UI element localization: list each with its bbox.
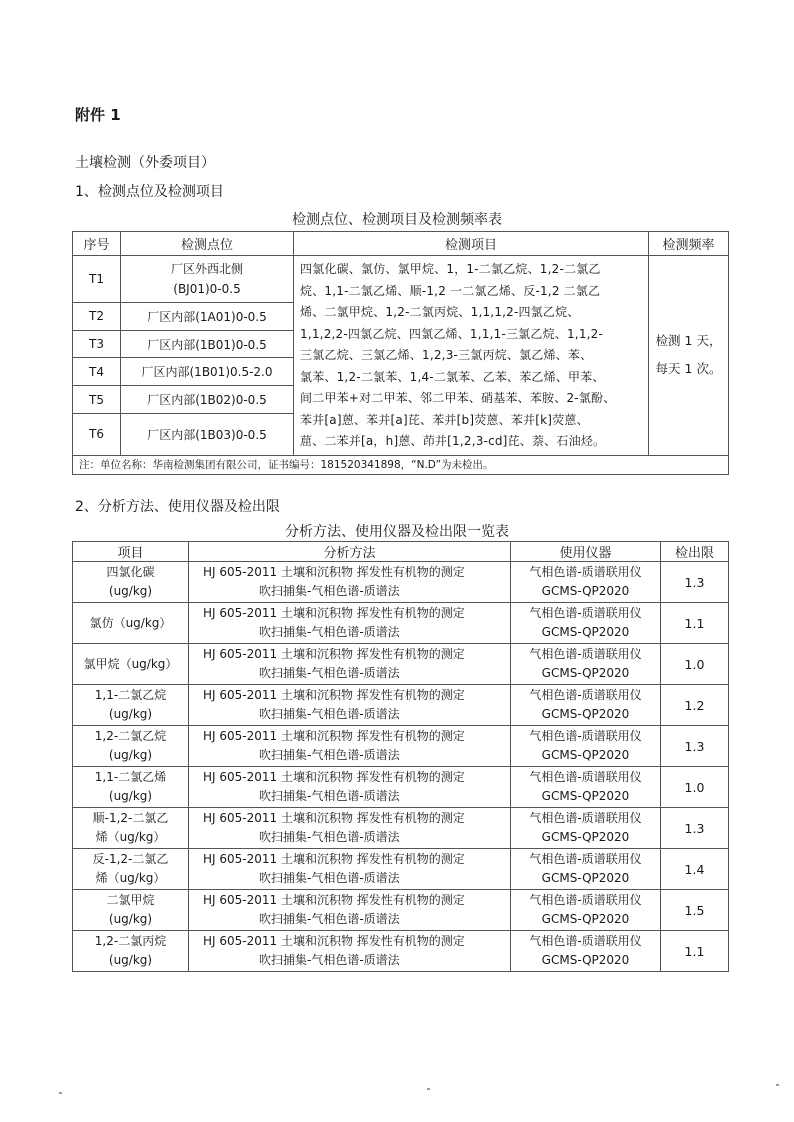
table-row [73, 890, 729, 931]
method-line: 吹扫捕集-气相色谱-质谱法 [259, 830, 400, 844]
item-cell [73, 767, 189, 808]
table-note: 注：单位名称：华南检测集团有限公司，证书编号：181520341898，“N.D”为未检出。 [73, 455, 729, 474]
instrument-line: GCMS-QP2020 [541, 789, 630, 803]
item-cell [73, 562, 189, 603]
method-line: 吹扫捕集-气相色谱-质谱法 [259, 912, 400, 926]
location-cell [121, 256, 294, 303]
instrument-cell [511, 767, 661, 808]
instrument-cell [511, 685, 661, 726]
table-row [73, 808, 729, 849]
section-1-heading: 1、检测点位及检测项目 [75, 184, 224, 200]
item-cell [73, 890, 189, 931]
method-cell [189, 890, 511, 931]
method-line: HJ 605-2011 土壤和沉积物 挥发性有机物的测定 [203, 647, 465, 661]
method-line: 吹扫捕集-气相色谱-质谱法 [259, 789, 400, 803]
item-cell [73, 726, 189, 767]
header-cell: 检测项目 [294, 232, 649, 256]
item-cell [73, 931, 189, 972]
row-id: T1 [73, 256, 121, 303]
item-line: 烯（ug/kg） [95, 871, 166, 885]
items-line: 烯、二氯甲烷、1,2-二氯丙烷、1,1,1,2-四氯乙烷、 [300, 305, 580, 319]
detection-limit-cell: 1.1 [661, 931, 729, 972]
methods-table-body [73, 562, 729, 972]
location-cell: 厂区内部(1B03)0-0.5 [121, 413, 294, 455]
method-line: 吹扫捕集-气相色谱-质谱法 [259, 748, 400, 762]
table-row [73, 644, 729, 685]
item-line: (ug/kg) [108, 912, 153, 926]
row-id: T3 [73, 330, 121, 358]
instrument-line: GCMS-QP2020 [541, 871, 630, 885]
table-row [73, 685, 729, 726]
instrument-line: 气相色谱-质谱联用仪 [529, 729, 642, 743]
instrument-cell [511, 726, 661, 767]
item-line: (ug/kg) [108, 789, 153, 803]
method-line: HJ 605-2011 土壤和沉积物 挥发性有机物的测定 [203, 770, 465, 784]
methods-table [72, 541, 729, 972]
instrument-line: 气相色谱-质谱联用仪 [529, 893, 642, 907]
instrument-line: 气相色谱-质谱联用仪 [529, 811, 642, 825]
method-line: HJ 605-2011 土壤和沉积物 挥发性有机物的测定 [203, 688, 465, 702]
location-cell: 厂区内部(1B01)0-0.5 [121, 330, 294, 358]
instrument-line: GCMS-QP2020 [541, 748, 630, 762]
detection-limit-cell: 1.5 [661, 890, 729, 931]
location-line: 厂区外西北侧 [170, 261, 243, 276]
instrument-line: GCMS-QP2020 [541, 584, 630, 598]
item-line: 1,2-二氯丙烷 [94, 934, 167, 948]
frequency-line: 检测 1 天， [655, 333, 722, 349]
method-cell [189, 726, 511, 767]
item-line: 氯甲烷（ug/kg） [83, 656, 178, 671]
item-line: 1,1-二氯乙烷 [94, 688, 167, 702]
item-line: (ug/kg) [108, 584, 153, 598]
location-cell: 厂区内部(1B02)0-0.5 [121, 386, 294, 414]
instrument-cell [511, 890, 661, 931]
instrument-cell [511, 849, 661, 890]
item-line: 四氯化碳 [106, 565, 155, 579]
header-cell: 分析方法 [189, 542, 511, 562]
method-line: 吹扫捕集-气相色谱-质谱法 [259, 953, 400, 967]
test-items-cell [294, 256, 649, 456]
table-row [73, 256, 729, 303]
item-cell [73, 603, 189, 644]
location-line: (BJ01)0-0.5 [173, 281, 241, 296]
table1-caption: 检测点位、检测项目及检测频率表 [292, 212, 502, 228]
row-id: T6 [73, 413, 121, 455]
scan-mark [427, 1088, 430, 1090]
item-line: 二氯甲烷 [106, 893, 155, 907]
method-cell [189, 685, 511, 726]
instrument-cell [511, 562, 661, 603]
item-cell [73, 849, 189, 890]
method-cell [189, 849, 511, 890]
header-cell: 使用仪器 [511, 542, 661, 562]
items-line: 氯苯、1,2-二氯苯、1,4-二氯苯、乙苯、苯乙烯、甲苯、 [300, 369, 605, 384]
instrument-line: 气相色谱-质谱联用仪 [529, 647, 642, 661]
detection-limit-cell: 1.3 [661, 562, 729, 603]
detection-limit-cell: 1.4 [661, 849, 729, 890]
items-line: 苯并[a]蒽、苯并[a]芘、苯并[b]荧蒽、苯并[k]荧蒽、 [300, 412, 589, 427]
method-line: HJ 605-2011 土壤和沉积物 挥发性有机物的测定 [203, 565, 465, 579]
items-line: 1,1,2,2-四氯乙烷、四氯乙烯、1,1,1-三氯乙烷、1,1,2- [300, 326, 604, 341]
frequency-line: 每天 1 次。 [655, 361, 722, 377]
instrument-cell [511, 603, 661, 644]
instrument-line: GCMS-QP2020 [541, 953, 630, 967]
table-row [73, 767, 729, 808]
item-line: 氯仿（ug/kg） [89, 615, 172, 630]
method-cell [189, 562, 511, 603]
instrument-line: 气相色谱-质谱联用仪 [529, 852, 642, 866]
method-line: HJ 605-2011 土壤和沉积物 挥发性有机物的测定 [203, 893, 465, 907]
header-cell: 序号 [73, 232, 121, 256]
instrument-cell [511, 931, 661, 972]
item-line: 1,2-二氯乙烷 [94, 729, 167, 743]
header-cell: 检测频率 [649, 232, 729, 256]
section-2-heading: 2、分析方法、使用仪器及检出限 [75, 499, 280, 515]
table-row [73, 562, 729, 603]
instrument-line: 气相色谱-质谱联用仪 [529, 688, 642, 702]
frequency-cell [649, 256, 729, 456]
header-cell: 项目 [73, 542, 189, 562]
item-line: (ug/kg) [108, 748, 153, 762]
row-id: T5 [73, 386, 121, 414]
instrument-line: 气相色谱-质谱联用仪 [529, 606, 642, 620]
instrument-line: GCMS-QP2020 [541, 666, 630, 680]
method-line: 吹扫捕集-气相色谱-质谱法 [259, 584, 400, 598]
method-line: HJ 605-2011 土壤和沉积物 挥发性有机物的测定 [203, 852, 465, 866]
attachment-title: 附件 1 [75, 106, 121, 124]
method-line: HJ 605-2011 土壤和沉积物 挥发性有机物的测定 [203, 811, 465, 825]
instrument-line: 气相色谱-质谱联用仪 [529, 770, 642, 784]
item-line: (ug/kg) [108, 707, 153, 721]
table-header-row [73, 542, 729, 562]
item-line: 反-1,2-二氯乙 [92, 852, 169, 866]
table-note-row [73, 455, 729, 474]
instrument-line: 气相色谱-质谱联用仪 [529, 565, 642, 579]
item-cell [73, 808, 189, 849]
method-cell [189, 767, 511, 808]
row-id: T2 [73, 302, 121, 330]
method-line: HJ 605-2011 土壤和沉积物 挥发性有机物的测定 [203, 729, 465, 743]
table-row [73, 603, 729, 644]
header-cell: 检出限 [661, 542, 729, 562]
table-row [73, 931, 729, 972]
method-cell [189, 644, 511, 685]
table-header-row [73, 232, 729, 256]
detection-limit-cell: 1.0 [661, 767, 729, 808]
instrument-line: GCMS-QP2020 [541, 625, 630, 639]
table-row [73, 849, 729, 890]
item-line: 顺-1,2-二氯乙 [92, 811, 169, 825]
item-line: (ug/kg) [108, 953, 153, 967]
detection-limit-cell: 1.0 [661, 644, 729, 685]
instrument-line: 气相色谱-质谱联用仪 [529, 934, 642, 948]
row-id: T4 [73, 358, 121, 386]
instrument-cell [511, 808, 661, 849]
instrument-cell [511, 644, 661, 685]
scan-mark [776, 1084, 779, 1086]
items-line: 四氯化碳、氯仿、氯甲烷、1，1-二氯乙烷、1,2-二氯乙 [300, 262, 601, 276]
section-soil-heading: 土壤检测（外委项目） [75, 155, 215, 171]
detection-limit-cell: 1.3 [661, 808, 729, 849]
method-cell [189, 931, 511, 972]
instrument-line: GCMS-QP2020 [541, 830, 630, 844]
table-row [73, 726, 729, 767]
items-line: 间二甲苯+对二甲苯、邻二甲苯、硝基苯、苯胺、2-氯酚、 [300, 391, 616, 405]
table2-caption: 分析方法、使用仪器及检出限一览表 [285, 524, 509, 540]
items-line: 烷、1,1-二氯乙烯、顺-1,2 一二氯乙烯、反-1,2 二氯乙 [300, 283, 601, 298]
instrument-line: GCMS-QP2020 [541, 707, 630, 721]
method-line: 吹扫捕集-气相色谱-质谱法 [259, 871, 400, 885]
header-cell: 检测点位 [121, 232, 294, 256]
sampling-points-table [72, 231, 729, 475]
method-cell [189, 603, 511, 644]
location-cell: 厂区内部(1B01)0.5-2.0 [121, 358, 294, 386]
method-line: HJ 605-2011 土壤和沉积物 挥发性有机物的测定 [203, 934, 465, 948]
detection-limit-cell: 1.2 [661, 685, 729, 726]
instrument-line: GCMS-QP2020 [541, 912, 630, 926]
method-cell [189, 808, 511, 849]
detection-limit-cell: 1.3 [661, 726, 729, 767]
detection-limit-cell: 1.1 [661, 603, 729, 644]
item-line: 1,1-二氯乙烯 [94, 770, 167, 784]
method-line: 吹扫捕集-气相色谱-质谱法 [259, 625, 400, 639]
items-line: 䓛、二苯并[a，h]蒽、茚并[1,2,3-cd]芘、萘、石油烃。 [300, 434, 606, 448]
method-line: HJ 605-2011 土壤和沉积物 挥发性有机物的测定 [203, 606, 465, 620]
item-cell [73, 644, 189, 685]
item-cell [73, 685, 189, 726]
method-line: 吹扫捕集-气相色谱-质谱法 [259, 707, 400, 721]
method-line: 吹扫捕集-气相色谱-质谱法 [259, 666, 400, 680]
items-line: 三氯乙烷、三氯乙烯、1,2,3-三氯丙烷、氯乙烯、苯、 [300, 348, 593, 362]
scan-mark [59, 1092, 62, 1094]
location-cell: 厂区内部(1A01)0-0.5 [121, 302, 294, 330]
item-line: 烯（ug/kg） [95, 830, 166, 844]
